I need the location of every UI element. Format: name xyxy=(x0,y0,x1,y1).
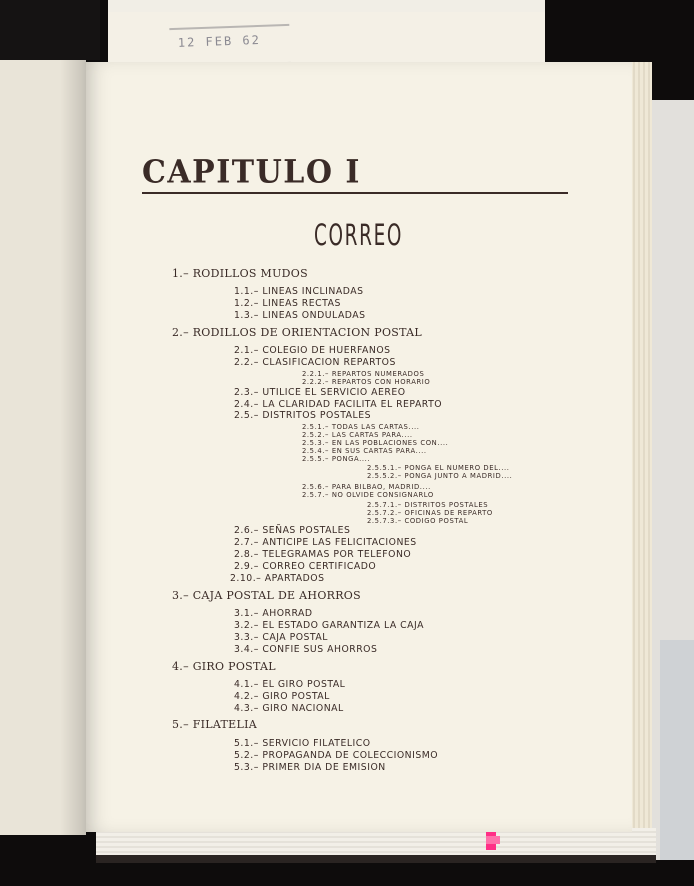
toc-entry-level2: 2.2.– CLASIFICACION REPARTOS xyxy=(234,357,396,368)
toc-entry-level2: 5.1.– SERVICIO FILATELICO xyxy=(234,738,371,749)
toc-entry-level2: 3.4.– CONFIE SUS AHORROS xyxy=(234,644,378,655)
toc-entry-level2: 4.2.– GIRO POSTAL xyxy=(234,691,330,702)
toc-entry-level2: 5.2.– PROPAGANDA DE COLECCIONISMO xyxy=(234,750,439,761)
toc-entry-level3: 2.5.2.– LAS CARTAS PARA.... xyxy=(302,431,413,439)
toc-entry-level1: 5.– FILATELIA xyxy=(172,718,257,731)
toc-entry-level2: 2.5.– DISTRITOS POSTALES xyxy=(234,410,371,421)
toc-entry-level3: 2.5.1.– TODAS LAS CARTAS.... xyxy=(302,423,420,431)
toc-entry-level2: 3.3.– CAJA POSTAL xyxy=(234,632,328,643)
chapter-title: CAPITULO I xyxy=(142,154,361,191)
toc-entry-level2: 2.7.– ANTICIPE LAS FELICITACIONES xyxy=(234,537,417,548)
toc-entry-level2: 4.3.– GIRO NACIONAL xyxy=(234,703,344,714)
toc-entry-level2: 1.1.– LINEAS INCLINADAS xyxy=(234,286,364,297)
page-edges xyxy=(630,62,652,857)
toc-entry-level2: 3.1.– AHORRAD xyxy=(234,608,313,619)
postmark-text: 12 FEB 62 xyxy=(177,32,262,50)
section-title: CORREO xyxy=(314,218,404,253)
toc-entry-level2: 3.2.– EL ESTADO GARANTIZA LA CAJA xyxy=(234,620,424,631)
toc-entry-level4: 2.5.5.2.– PONGA JUNTO A MADRID.... xyxy=(367,472,513,480)
chapter-rule xyxy=(142,192,568,194)
toc-entry-level3: 2.5.7.– NO OLVIDE CONSIGNARLO xyxy=(302,491,434,499)
background-dark-area xyxy=(0,0,100,60)
toc-entry-level3: 2.5.3.– EN LAS POBLACIONES CON.... xyxy=(302,439,449,447)
paper-stack-right-lower xyxy=(660,640,694,860)
toc-entry-level2: 2.6.– SEÑAS POSTALES xyxy=(234,525,351,536)
toc-entry-level2: 1.2.– LINEAS RECTAS xyxy=(234,298,341,309)
toc-entry-level2: 2.10.– APARTADOS xyxy=(230,573,325,584)
toc-entry-level2: 1.3.– LINEAS ONDULADAS xyxy=(234,310,366,321)
toc-entry-level2: 2.4.– LA CLARIDAD FACILITA EL REPARTO xyxy=(234,399,443,410)
toc-entry-level4: 2.5.7.3.– CODIGO POSTAL xyxy=(367,517,469,525)
toc-entry-level2: 2.9.– CORREO CERTIFICADO xyxy=(234,561,377,572)
toc-entry-level4: 2.5.5.1.– PONGA EL NUMERO DEL.... xyxy=(367,464,510,472)
toc-entry-level1: 1.– RODILLOS MUDOS xyxy=(172,267,308,280)
toc-entry-level2: 4.1.– EL GIRO POSTAL xyxy=(234,679,346,690)
book-page xyxy=(86,62,632,832)
toc-entry-level2: 2.1.– COLEGIO DE HUERFANOS xyxy=(234,345,391,356)
toc-entry-level1: 4.– GIRO POSTAL xyxy=(172,660,276,673)
toc-entry-level2: 2.8.– TELEGRAMAS POR TELEFONO xyxy=(234,549,412,560)
book-cover-bottom xyxy=(96,855,656,863)
toc-entry-level3: 2.2.2.– REPARTOS CON HORARIO xyxy=(302,378,431,386)
pink-tab-marker-inner xyxy=(486,836,500,844)
toc-entry-level4: 2.5.7.2.– OFICINAS DE REPARTO xyxy=(367,509,493,517)
toc-entry-level1: 3.– CAJA POSTAL DE AHORROS xyxy=(172,589,361,602)
toc-entry-level3: 2.5.4.– EN SUS CARTAS PARA.... xyxy=(302,447,427,455)
toc-entry-level2: 5.3.– PRIMER DIA DE EMISION xyxy=(234,762,386,773)
toc-entry-level3: 2.2.1.– REPARTOS NUMERADOS xyxy=(302,370,425,378)
toc-entry-level3: 2.5.6.– PARA BILBAO, MADRID.... xyxy=(302,483,431,491)
toc-entry-level1: 2.– RODILLOS DE ORIENTACION POSTAL xyxy=(172,326,422,339)
toc-entry-level2: 2.3.– UTILICE EL SERVICIO AEREO xyxy=(234,387,406,398)
toc-entry-level3: 2.5.5.– PONGA.... xyxy=(302,455,371,463)
toc-entry-level4: 2.5.7.1.– DISTRITOS POSTALES xyxy=(367,501,489,509)
